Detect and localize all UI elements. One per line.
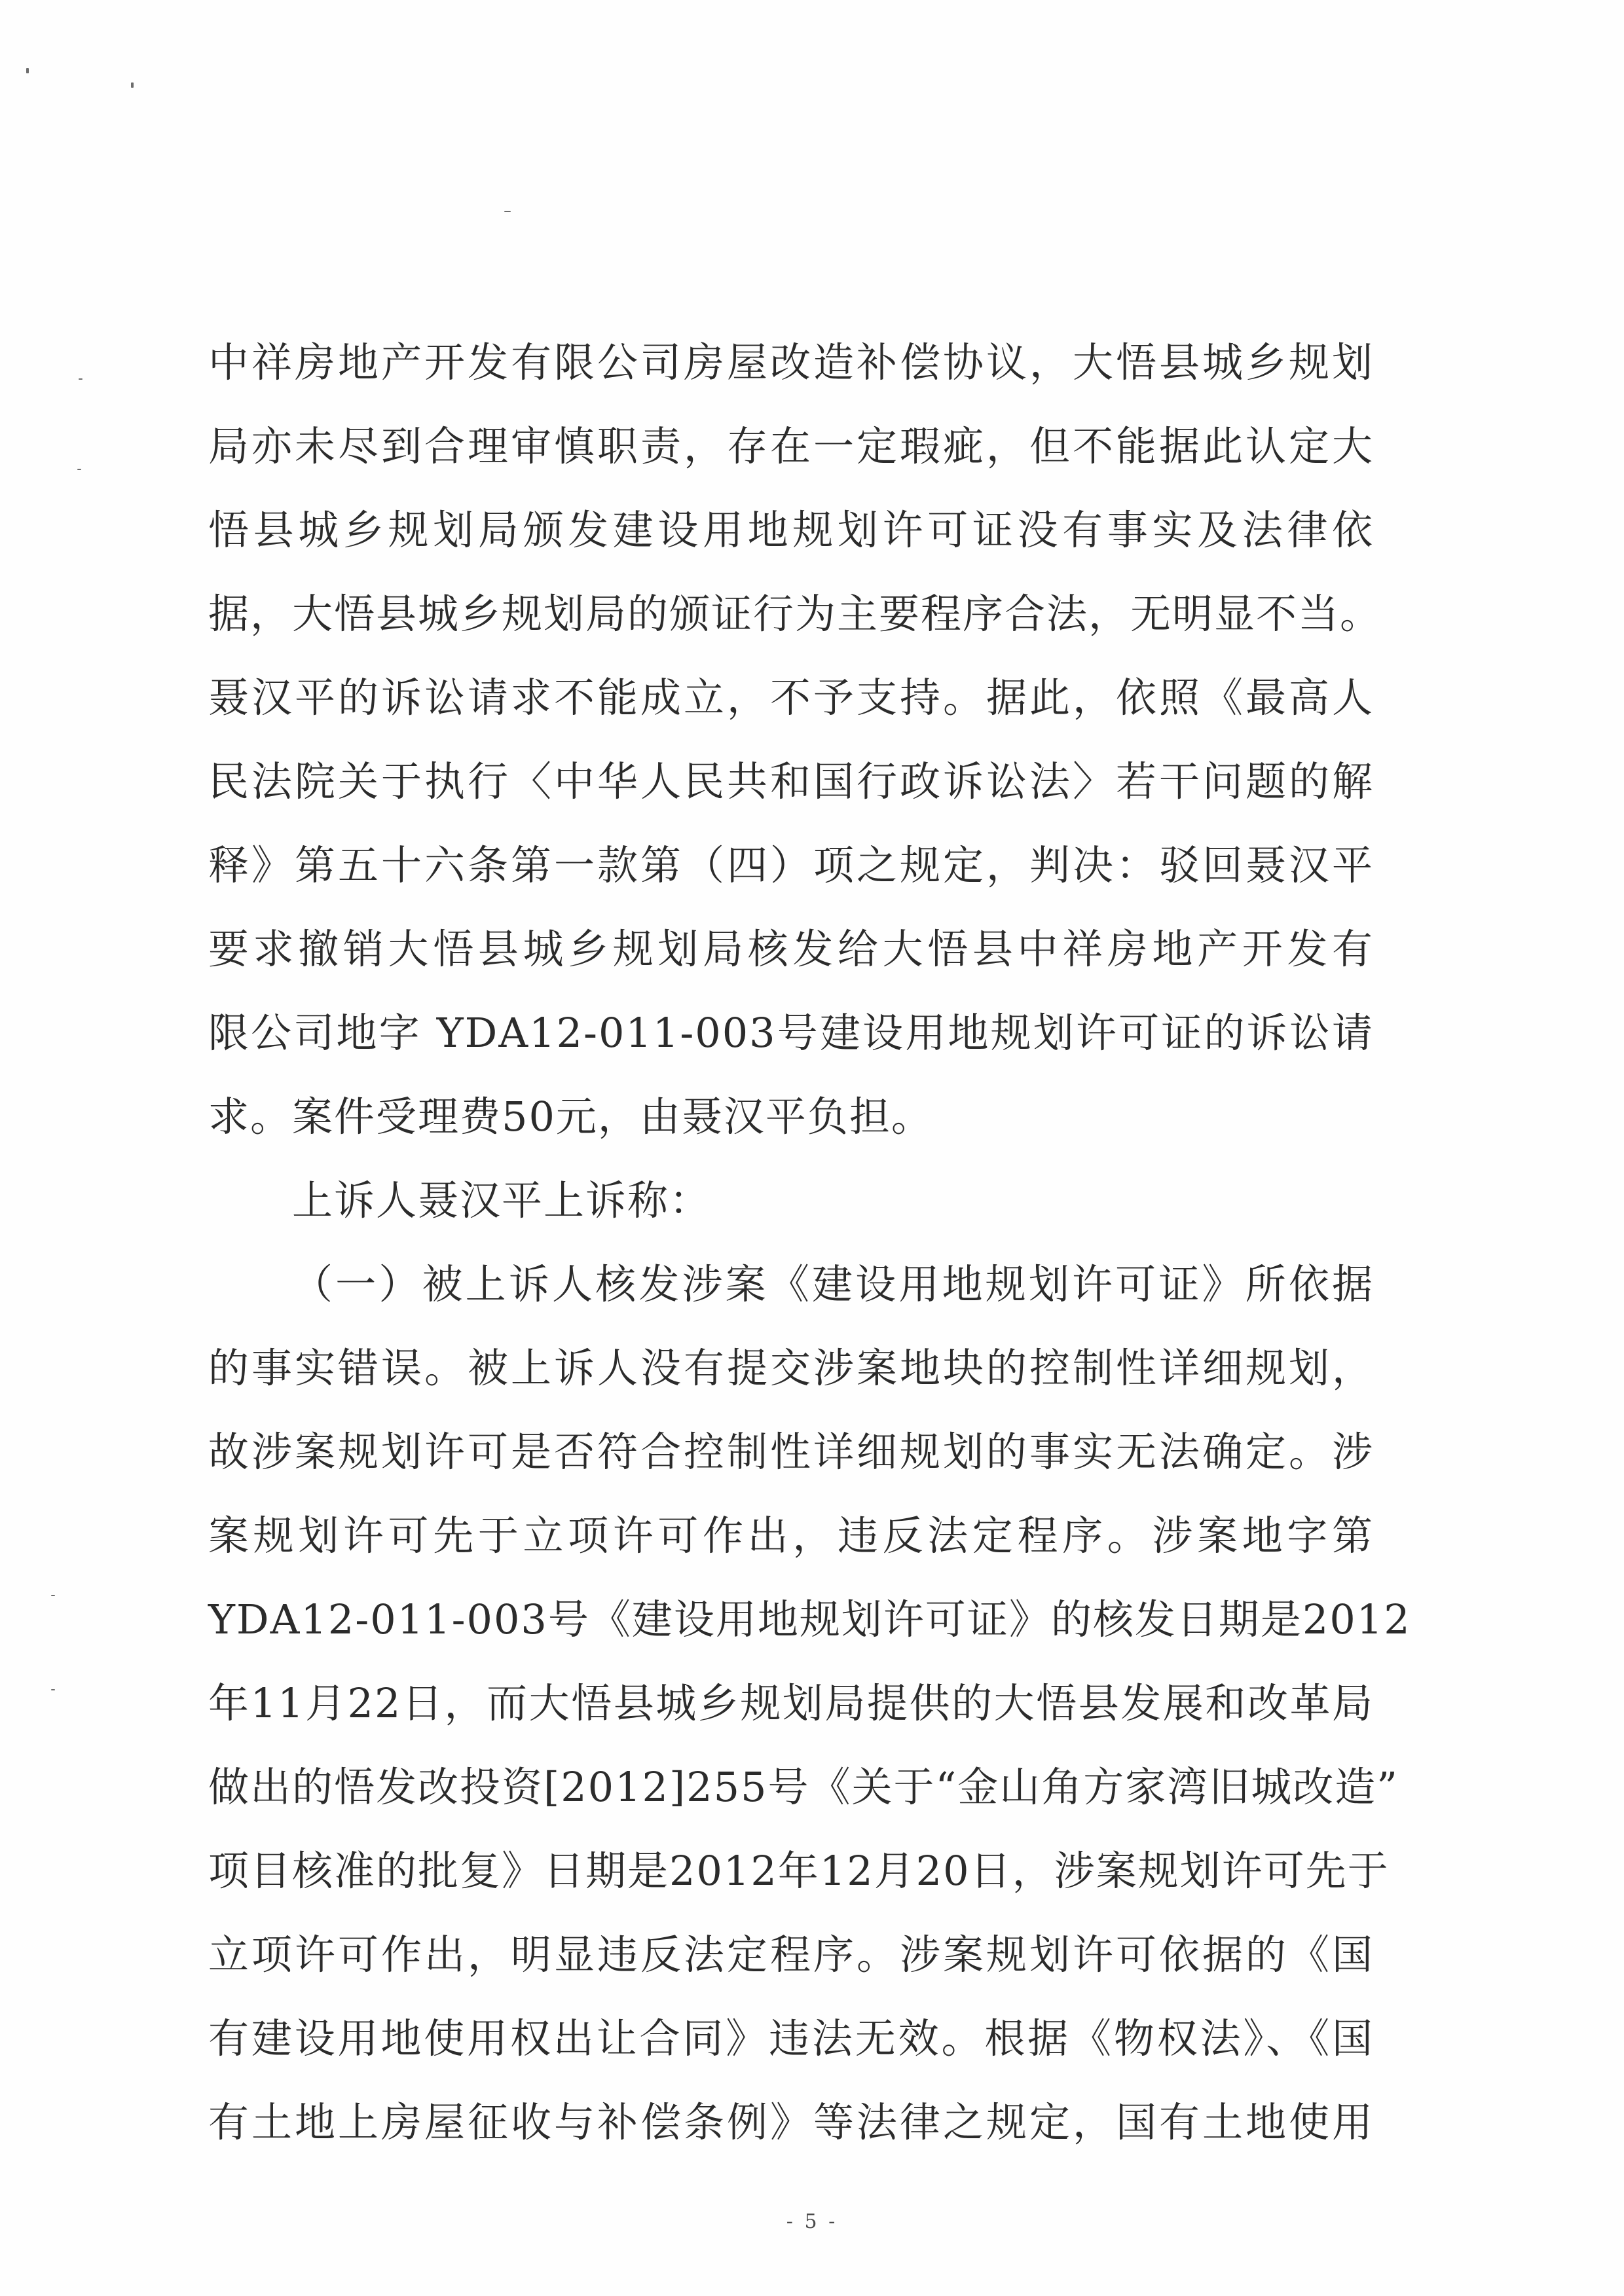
text-line: 求。案件受理费50元，由聂汉平负担。 <box>208 1093 933 1140</box>
text-line: 要求撤销大悟县城乡规划局核发给大悟县中祥房地产开发有 <box>208 925 1374 973</box>
text-line: 民法院关于执行〈中华人民共和国行政诉讼法〉若干问题的解 <box>208 757 1374 805</box>
scan-speck <box>79 378 83 380</box>
text-line: 局亦未尽到合理审慎职责，存在一定瑕疵，但不能据此认定大 <box>208 422 1374 470</box>
paragraph-heading: 上诉人聂汉平上诉称： <box>292 1176 712 1224</box>
scan-speck <box>131 82 134 88</box>
scan-speck <box>51 1595 55 1596</box>
text-line: （一）被上诉人核发涉案《建设用地规划许可证》所依据 <box>292 1260 1374 1308</box>
text-line: 做出的悟发改投资[2012]255号《关于“金山角方家湾旧城改造” <box>208 1763 1399 1811</box>
text-line: 的事实错误。被上诉人没有提交涉案地块的控制性详细规划， <box>208 1344 1374 1392</box>
text-line: 中祥房地产开发有限公司房屋改造补偿协议，大悟县城乡规划 <box>208 338 1374 386</box>
text-line: 项目核准的批复》日期是2012年12月20日，涉案规划许可先于 <box>208 1847 1390 1895</box>
text-line: 有建设用地使用权出让合同》违法无效。根据《物权法》、《国 <box>208 2014 1374 2062</box>
text-line: 释》第五十六条第一款第（四）项之规定，判决：驳回聂汉平 <box>208 841 1374 889</box>
text-line: 聂汉平的诉讼请求不能成立，不予支持。据此，依照《最高人 <box>208 674 1374 721</box>
text-line: 悟县城乡规划局颁发建设用地规划许可证没有事实及法律依 <box>208 506 1374 554</box>
text-line: YDA12-011-003号《建设用地规划许可证》的核发日期是2012 <box>208 1595 1411 1643</box>
scan-speck <box>26 68 29 73</box>
scan-speck <box>51 1689 55 1690</box>
text-line: 立项许可作出，明显违反法定程序。涉案规划许可依据的《国 <box>208 1931 1374 1978</box>
body-text <box>208 321 1411 2164</box>
text-line: 有土地上房屋征收与补偿条例》等法律之规定，国有土地使用 <box>208 2098 1374 2146</box>
text-line: 据，大悟县城乡规划局的颁证行为主要程序合法，无明显不当。 <box>208 590 1382 638</box>
scan-speck <box>504 211 511 212</box>
text-line: 限公司地字 YDA12-011-003号建设用地规划许可证的诉讼请 <box>208 1009 1374 1057</box>
text-line: 案规划许可先于立项许可作出，违反法定程序。涉案地字第 <box>208 1512 1374 1559</box>
text-line: 年11月22日，而大悟县城乡规划局提供的大悟县发展和改革局 <box>208 1679 1374 1727</box>
page-number: - 5 - <box>786 2210 838 2233</box>
text-line: 故涉案规划许可是否符合控制性详细规划的事实无法确定。涉 <box>208 1428 1374 1476</box>
scan-speck <box>77 469 81 470</box>
